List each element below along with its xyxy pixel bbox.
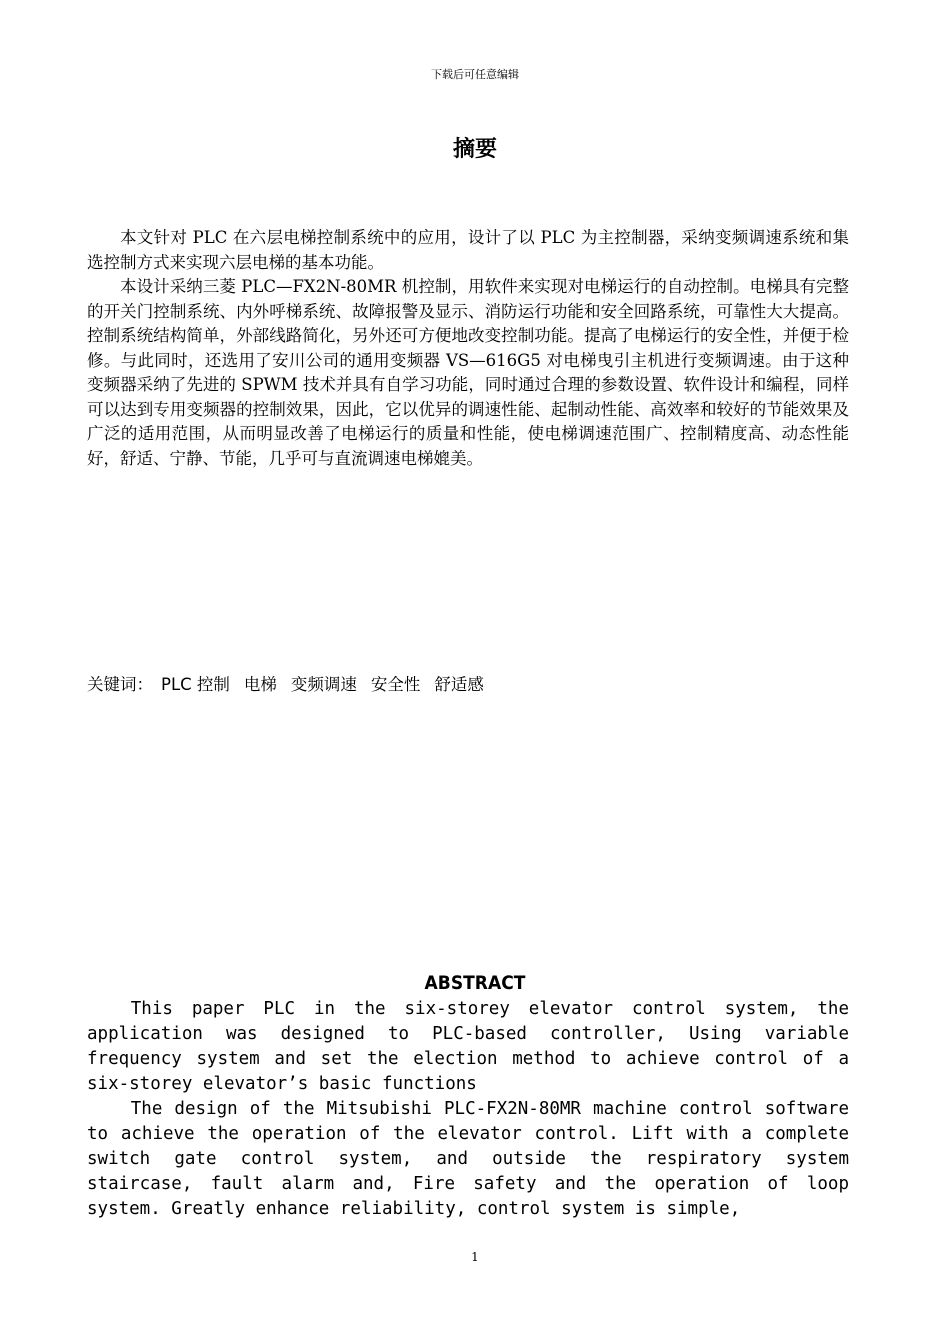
abstract-cn-paragraph-2: 本设计采纳三菱 PLC—FX2N-80MR 机控制，用软件来实现对电梯运行的自动控制。电梯具有完整的开关门控制系统、内外呼梯系统、故障报警及显示、消防运行功能和安全回路系统，可靠性大大提高。控制系统结构简单，外部线路简化，另外还可方便地改变控制功能。提高了电梯运行的安全性，并便于检修。与此同时，还选用了安川公司的通用变频器 VS—616G5 对电梯曳引主机进行变频调速。由于这种变频器采纳了先进的 SPWM 技术并具有自学习功能，同时通过合理的参数设置、软件设计和编程，同样可以达到专用变频器的控制效果，因此，它以优异的调速性能、起制动性能、高效率和较好的节能效果及广泛的适用范围，从而明显改善了电梯运行的质量和性能，使电梯调速范围广、控制精度高、动态性能好，舒适、宁静、节能，几乎可与直流调速电梯媲美。 [87, 277, 849, 468]
abstract-en-paragraph-2: The design of the Mitsubishi PLC-FX2N-80MR machine control software to achieve the operation of the elevator control. Lift with a complete switch gate control system, and outside the respiratory system staircase, fault alarm and, Fire safety and the operation of loop system. Greatly enhance reliability, control system is simple, [87, 1099, 849, 1219]
abstract-body-cn [87, 226, 849, 471]
abstract-cn-paragraph-1: 本文针对 PLC 在六层电梯控制系统中的应用，设计了以 PLC 为主控制器，采纳变频调速系统和集选控制方式来实现六层电梯的基本功能。 [87, 228, 849, 272]
keywords-line [87, 673, 849, 697]
page-number: 1 [471, 1250, 479, 1264]
abstract-en-paragraph-1: This paper PLC in the six-storey elevator control system, the application was designed to PLC-based controller, Using variable frequency system and set the election method to achieve control of a six-storey elevator’s basic functions [87, 999, 849, 1094]
abstract-body-en [87, 997, 849, 1222]
abstract-title-cn: 摘要 [452, 137, 497, 162]
keyword-item: 安全性 [370, 675, 421, 694]
keyword-item: 变频调速 [290, 675, 357, 694]
keyword-item: 电梯 [243, 675, 277, 694]
abstract-title-en: ABSTRACT [424, 972, 526, 994]
keywords-label: 关键词： [87, 675, 153, 694]
keyword-item: PLC 控制 [161, 675, 230, 694]
header-note: 下载后可任意编辑 [431, 68, 519, 81]
keyword-item: 舒适感 [434, 675, 484, 694]
